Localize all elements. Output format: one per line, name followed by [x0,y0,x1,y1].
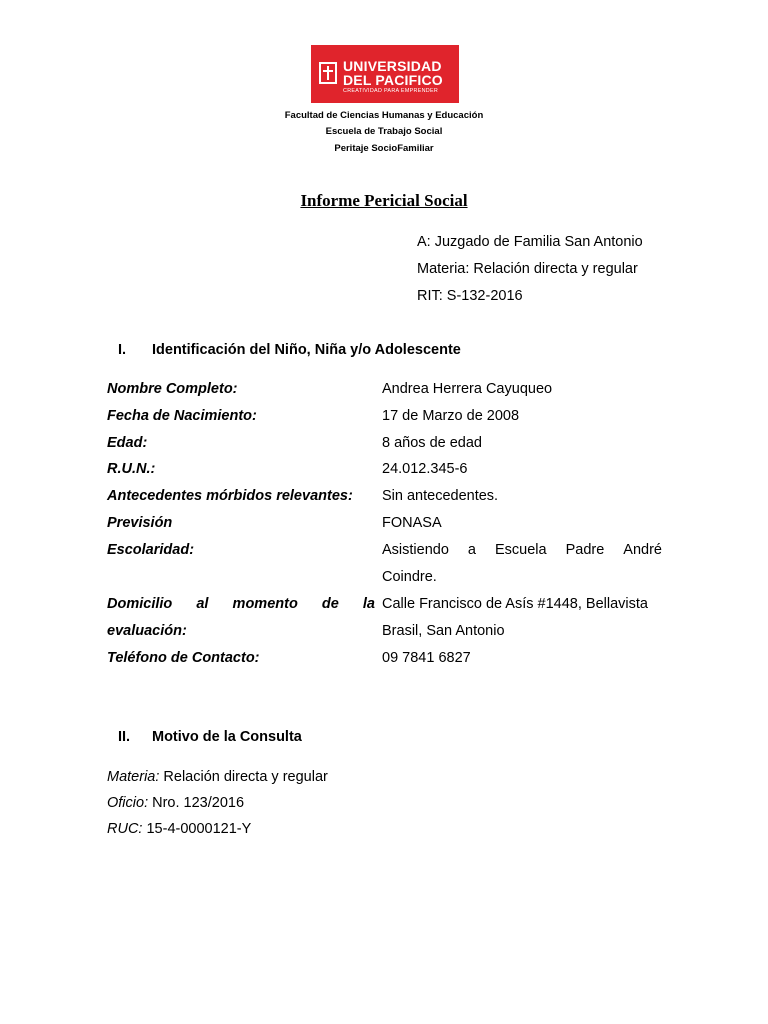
document-title: Informe Pericial Social [300,191,468,210]
field-label-domicilio-line-2: evaluación: [107,623,187,639]
field-value-antecedentes: Sin antecedentes. [382,488,499,504]
field-value-escolaridad-line-2: Coindre. [382,569,437,585]
field-value-edad: 8 años de edad [382,435,482,451]
consulta-oficio-key: Oficio: [107,795,149,811]
logo-tagline: CREATIVIDAD PARA EMPRENDER [343,88,439,94]
field-value-fecha-nacimiento: 17 de Marzo de 2008 [382,408,520,424]
consulta-oficio [107,795,244,811]
university-emblem-icon [319,62,337,84]
field-value-nombre: Andrea Herrera Cayuqueo [382,381,553,397]
university-logo [311,45,459,103]
section-1-number: I. [118,342,127,358]
school-name: Escuela de Trabajo Social [325,126,443,137]
program-name: Peritaje SocioFamiliar [334,143,434,154]
field-label-antecedentes: Antecedentes mórbidos relevantes: [107,488,353,504]
field-value-domicilio-line-2: Brasil, San Antonio [382,623,505,639]
logo-line-2: DEL PACIFICO [343,72,443,88]
section-2-number: II. [118,729,131,745]
consulta-materia [107,769,328,785]
consulta-oficio-value: Nro. 123/2016 [152,795,245,811]
field-label-telefono: Teléfono de Contacto: [107,650,260,666]
consulta-ruc [107,821,251,837]
consulta-ruc-key: RUC: [107,821,143,837]
section-1-title: Identificación del Niño, Niña y/o Adolescente [152,342,461,358]
section-2-title: Motivo de la Consulta [152,729,302,745]
field-label-edad: Edad: [107,435,148,451]
field-label-domicilio-line-1: Domicilio al momento de la [107,596,375,612]
addressee-rit: RIT: S-132-2016 [417,288,523,304]
field-value-escolaridad-line-1: Asistiendo a Escuela Padre André [382,542,662,558]
field-value-run: 24.012.345-6 [382,461,468,477]
consulta-ruc-value: 15-4-0000121-Y [146,821,252,837]
faculty-name: Facultad de Ciencias Humanas y Educación [284,110,484,121]
consulta-materia-value: Relación directa y regular [163,769,328,785]
field-label-run: R.U.N.: [107,461,156,477]
field-value-domicilio-line-1: Calle Francisco de Asís #1448, Bellavista [382,596,648,612]
addressee-court: A: Juzgado de Familia San Antonio [417,234,643,250]
consulta-materia-key: Materia: [107,769,160,785]
logo-line-1: UNIVERSIDAD [343,58,442,74]
field-value-prevision: FONASA [382,515,442,531]
field-value-telefono: 09 7841 6827 [382,650,471,666]
field-label-nombre: Nombre Completo: [107,381,238,397]
field-label-prevision: Previsión [107,515,173,531]
addressee-matter: Materia: Relación directa y regular [417,261,638,277]
field-label-escolaridad: Escolaridad: [107,542,195,558]
field-label-fecha-nacimiento: Fecha de Nacimiento: [107,408,257,424]
